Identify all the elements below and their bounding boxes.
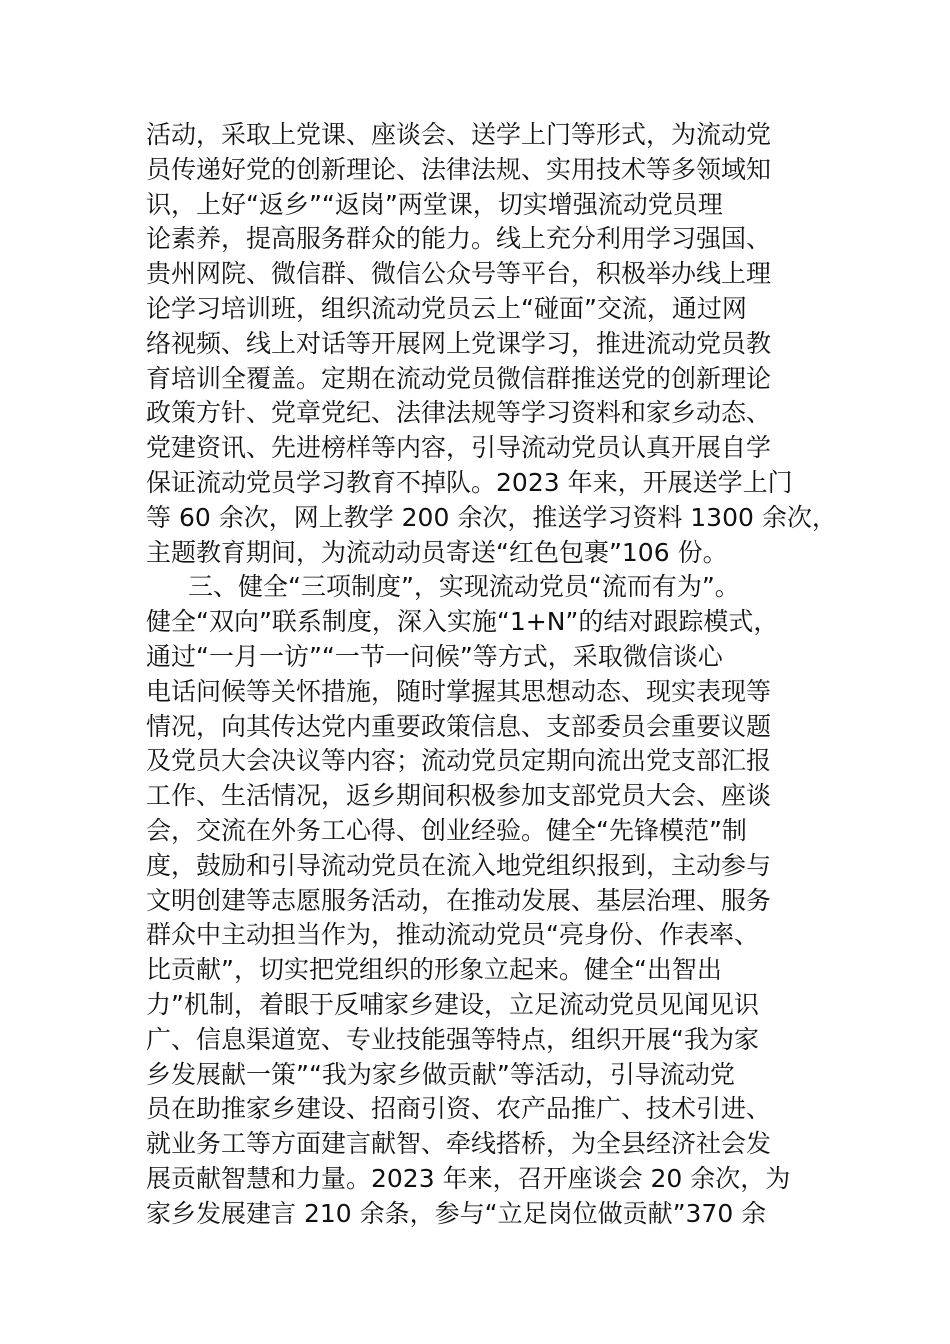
text-line: 识，上好“返乡”“返岗”两堂课，切实增强流动党员理: [146, 189, 723, 219]
text-line: 活动，采取上党课、座谈会、送学上门等形式，为流动党: [146, 120, 772, 149]
text-line: 论学习培训班，组织流动党员云上“碰面”交流，通过网: [146, 293, 747, 323]
text-line: 展贡献智慧和力量。2023 年来，召开座谈会 20 余次，为: [146, 1163, 791, 1193]
text-line: 络视频、线上对话等开展网上党课学习，推进流动党员教: [146, 328, 772, 358]
text-line: 度，鼓励和引导流动党员在流入地党组织报到，主动参与: [146, 850, 772, 880]
text-line: 员传递好党的创新理论、法律法规、实用技术等多领域知: [146, 154, 772, 184]
text-line: 保证流动党员学习教育不掉队。2023 年来，开展送学上门: [146, 467, 793, 497]
text-line: 情况，向其传达党内重要政策信息、支部委员会重要议题: [146, 711, 772, 741]
text-line: 电话问候等关怀措施，随时掌握其思想动态、现实表现等: [146, 676, 772, 706]
text-line: 论素养，提高服务群众的能力。线上充分利用学习强国、: [146, 224, 772, 254]
document-page: [146, 118, 836, 1232]
text-line: 广、信息渠道宽、专业技能强等特点，组织开展“我为家: [146, 1024, 759, 1054]
text-line: 会，交流在外务工心得、创业经验。健全“先锋模范”制: [146, 815, 747, 845]
text-line: 等 60 余次，网上教学 200 余次，推送学习资料 1300 余次，: [146, 502, 837, 532]
text-line: 文明创建等志愿服务活动，在推动发展、基层治理、服务: [146, 885, 772, 915]
text-line: 育培训全覆盖。定期在流动党员微信群推送党的创新理论: [146, 363, 772, 393]
text-line: 家乡发展建言 210 余条，参与“立足岗位做贡献”370 余: [146, 1198, 767, 1228]
text-line: 健全“双向”联系制度，深入实施“1+N”的结对跟踪模式，: [146, 607, 779, 637]
text-line: 政策方针、党章党纪、法律法规等学习资料和家乡动态、: [146, 398, 772, 428]
section-heading-line: 三、健全“三项制度”，实现流动党员“流而有为”。: [188, 572, 740, 602]
text-line: 就业务工等方面建言献智、牵线搭桥，为全县经济社会发: [146, 1129, 772, 1159]
text-line: 工作、生活情况，返乡期间积极参加支部党员大会、座谈: [146, 781, 772, 811]
text-line: 乡发展献一策”“我为家乡做贡献”等活动，引导流动党: [146, 1059, 735, 1089]
text-line: 贵州网院、微信群、微信公众号等平台，积极举办线上理: [146, 259, 772, 289]
text-line: 主题教育期间，为流动动员寄送“红色包裹”106 份。: [146, 537, 728, 567]
text-line: 党建资讯、先进榜样等内容，引导流动党员认真开展自学: [146, 433, 772, 463]
text-line: 员在助推家乡建设、招商引资、农产品推广、技术引进、: [146, 1094, 772, 1124]
text-line: 比贡献”，切实把党组织的形象立起来。健全“出智出: [146, 955, 722, 985]
text-line: 通过“一月一访”“一节一问候”等方式，采取微信谈心: [146, 641, 723, 671]
text-line: 力”机制，着眼于反哺家乡建设，立足流动党员见闻见识: [146, 989, 759, 1019]
text-line: 及党员大会决议等内容；流动党员定期向流出党支部汇报: [146, 746, 772, 776]
text-line: 群众中主动担当作为，推动流动党员“亮身份、作表率、: [146, 920, 759, 950]
